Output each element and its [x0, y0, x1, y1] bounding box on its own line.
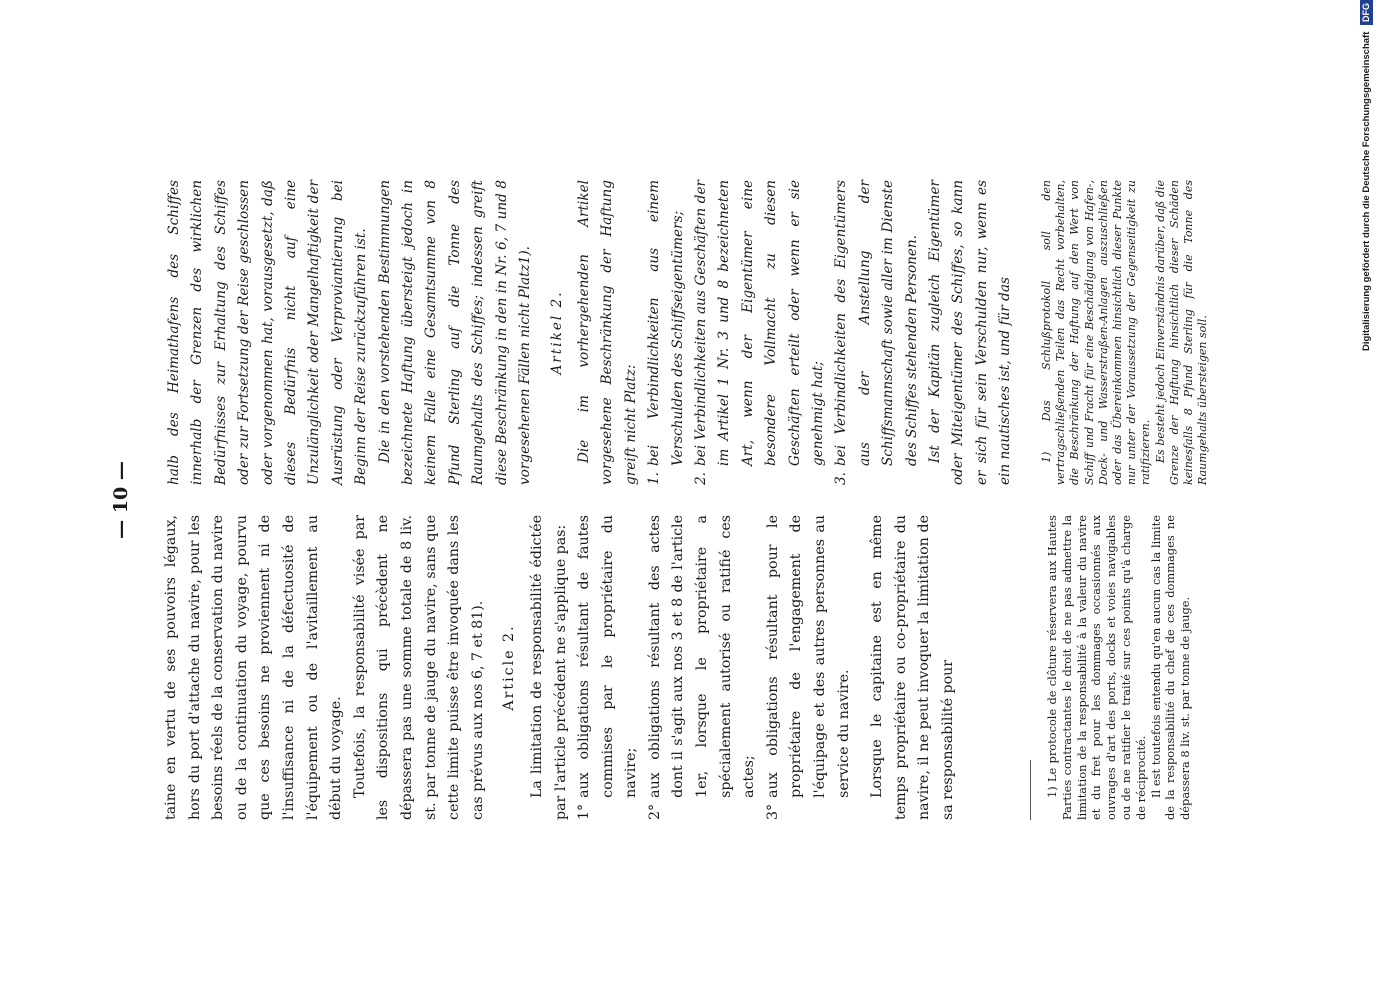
- french-article-heading: Article 2.: [501, 624, 518, 711]
- french-item-text: aux obligations résultant pour le propriétaire de l'engagement de l'équipage et des autres personnes au service du navire.: [764, 515, 852, 798]
- french-item-text: aux obligations résultant des actes dont il s'agit aux nos 3 et 8 de l'article 1er, lorsque le propriétaire a spécialement autorisé ou ratifié ces actes;: [646, 515, 758, 798]
- french-column: [160, 515, 956, 820]
- french-list-item: [573, 515, 644, 820]
- footnote-divider: [1030, 760, 1031, 820]
- german-closing-paragraph: Ist der Kapitän zugleich Eigentümer oder Miteigentümer des Schiffes, so kann er sich für sein Verschulden nur, wenn es ein nautisches ist, und für das: [927, 180, 1014, 485]
- watermark-text: Digitalisierung gefördert durch die Deutsche Forschungsgemeinschaft: [1361, 31, 1372, 351]
- german-list-item: [830, 180, 924, 485]
- french-list-item: [644, 515, 762, 820]
- german-paragraph: Die in den vorstehenden Bestimmungen bezeichnete Haftung übersteigt jedoch in keinem Falle eine Gesamtsumme von 8 Pfund Sterling auf die Tonne des Raumgehalts des Schiffes; indessen greift diese Beschränkung in den in Nr. 6, 7 und 8 vorgesehenen Fällen nicht Platz1).: [376, 180, 534, 485]
- french-list-item: [762, 515, 856, 820]
- german-footnote-text: 1) Das Schlußprotokoll soll den vertragschließenden Teilen das Recht vorbehalten, die Beschränkung der Haftung auf den Wert von Schiff und Fracht für eine Beschädigung von Hafen-, Dock- und Wasserstraßen-Anlagen auszuschließen oder das Übereinkommen hinsichtlich dieser Punkte nur unter der Voraussetzung der Gegenseitigkeit zu ratifizieren.: [1040, 180, 1153, 485]
- dfg-logo-icon: DFG: [1360, 0, 1373, 25]
- french-item-number: 2°: [646, 803, 663, 820]
- french-closing-paragraph: Lorsque le capitaine est en même temps propriétaire ou co-propriétaire du navire, il ne peut invoquer la limitation de sa responsabilité pour: [869, 515, 956, 820]
- german-paragraph: halb des Heimathafens des Schiffes innerhalb der Grenzen des wirklichen Bedürfnisses zur Erhaltung des Schiffes oder zur Fortsetzung der Reise geschlossen oder vorgenommen hat, vorausgesetzt, daß dieses Bedürfnis nicht auf eine Unzulänglichkeit oder Mangelhaftigkeit der Ausrüstung oder Verproviantierung bei Beginn der Reise zurückzuführen ist.: [166, 180, 370, 485]
- german-item-number: 3.: [833, 472, 850, 485]
- french-footnote-text: 1) Le protocole de clôture réservera aux Hautes Parties contractantes le droit de ne pas admettre la limitation de la responsabilité à la valeur du navire et du fret pour les dommages occasionnés aux ouvrages d'art des ports, docks et voies navigables ou de ne ratifier le traité sur ces points qu'à charge de réciprocité.: [1045, 515, 1148, 820]
- german-footnote-text: Es besteht jedoch Einverständnis darüber, daß die Grenze der Haftung hinsichtlich dieser Schäden keinesfalls 8 Pfund Sterling für die Tonne des Raumgehalts übersteigen soll.: [1153, 180, 1210, 485]
- french-item-number: 3°: [764, 803, 781, 820]
- french-item-text: aux obligations résultant de fautes commises par le propriétaire du navire;: [576, 515, 640, 798]
- german-column: [163, 180, 1014, 485]
- french-item-number: 1°: [576, 803, 593, 820]
- french-footnote: [1045, 515, 1225, 820]
- french-paragraph: taine en vertu de ses pouvoirs légaux, hors du port d'attache du navire, pour les besoins réels de la conservation du navire ou de la continuation du voyage, pourvu que ces besoins ne proviennent ni de l'insuffisance ni de la défectuosité de l'équipement ou de l'avitaillement au début du voyage.: [163, 515, 345, 820]
- german-item-text: bei Verbindlichkeiten aus einem Verschulden des Schiffseigentümers;: [646, 180, 686, 467]
- german-item-number: 2.: [692, 472, 709, 485]
- page-number: — 10 —: [110, 461, 132, 539]
- digitization-watermark: [1358, 0, 1376, 1000]
- german-article-heading: Artikel 2.: [548, 290, 565, 375]
- german-footnote: [1040, 180, 1225, 485]
- french-article-intro: La limitation de responsabilité édictée par l'article précédent ne s'applique pas:: [528, 515, 569, 820]
- german-list-item: [643, 180, 690, 485]
- french-paragraph: Toutefois, la responsabilité visée par les dispositions qui précèdent ne dépassera pas une somme totale de 8 liv. st. par tonne de jauge du navire, sans que cette limite puisse être invoquée dans les cas prévus aux nos 6, 7 et 81).: [351, 515, 486, 820]
- german-item-text: bei Verbindlichkeiten des Eigentümers aus der Anstellung der Schiffsmannschaft sowie aller im Dienste des Schiffes stehenden Personen.: [833, 180, 920, 467]
- german-item-text: bei Verbindlichkeiten aus Geschäften der im Artikel 1 Nr. 3 und 8 bezeichneten Art, wenn der Eigentümer eine besondere Vollmacht zu diesen Geschäften erteilt oder wenn er sie genehmigt hat;: [692, 180, 826, 467]
- french-footnote-text: Il est toutefois entendu qu'en aucun cas la limite de la responsabilité du chef de ces dommages ne dépassera 8 liv. st. par tonne de jauge.: [1148, 515, 1193, 820]
- german-item-number: 1.: [646, 472, 663, 485]
- german-article-intro: Die im vorhergehenden Artikel vorgesehene Beschränkung der Haftung greift nicht Platz:: [575, 180, 639, 485]
- german-list-item: [690, 180, 830, 485]
